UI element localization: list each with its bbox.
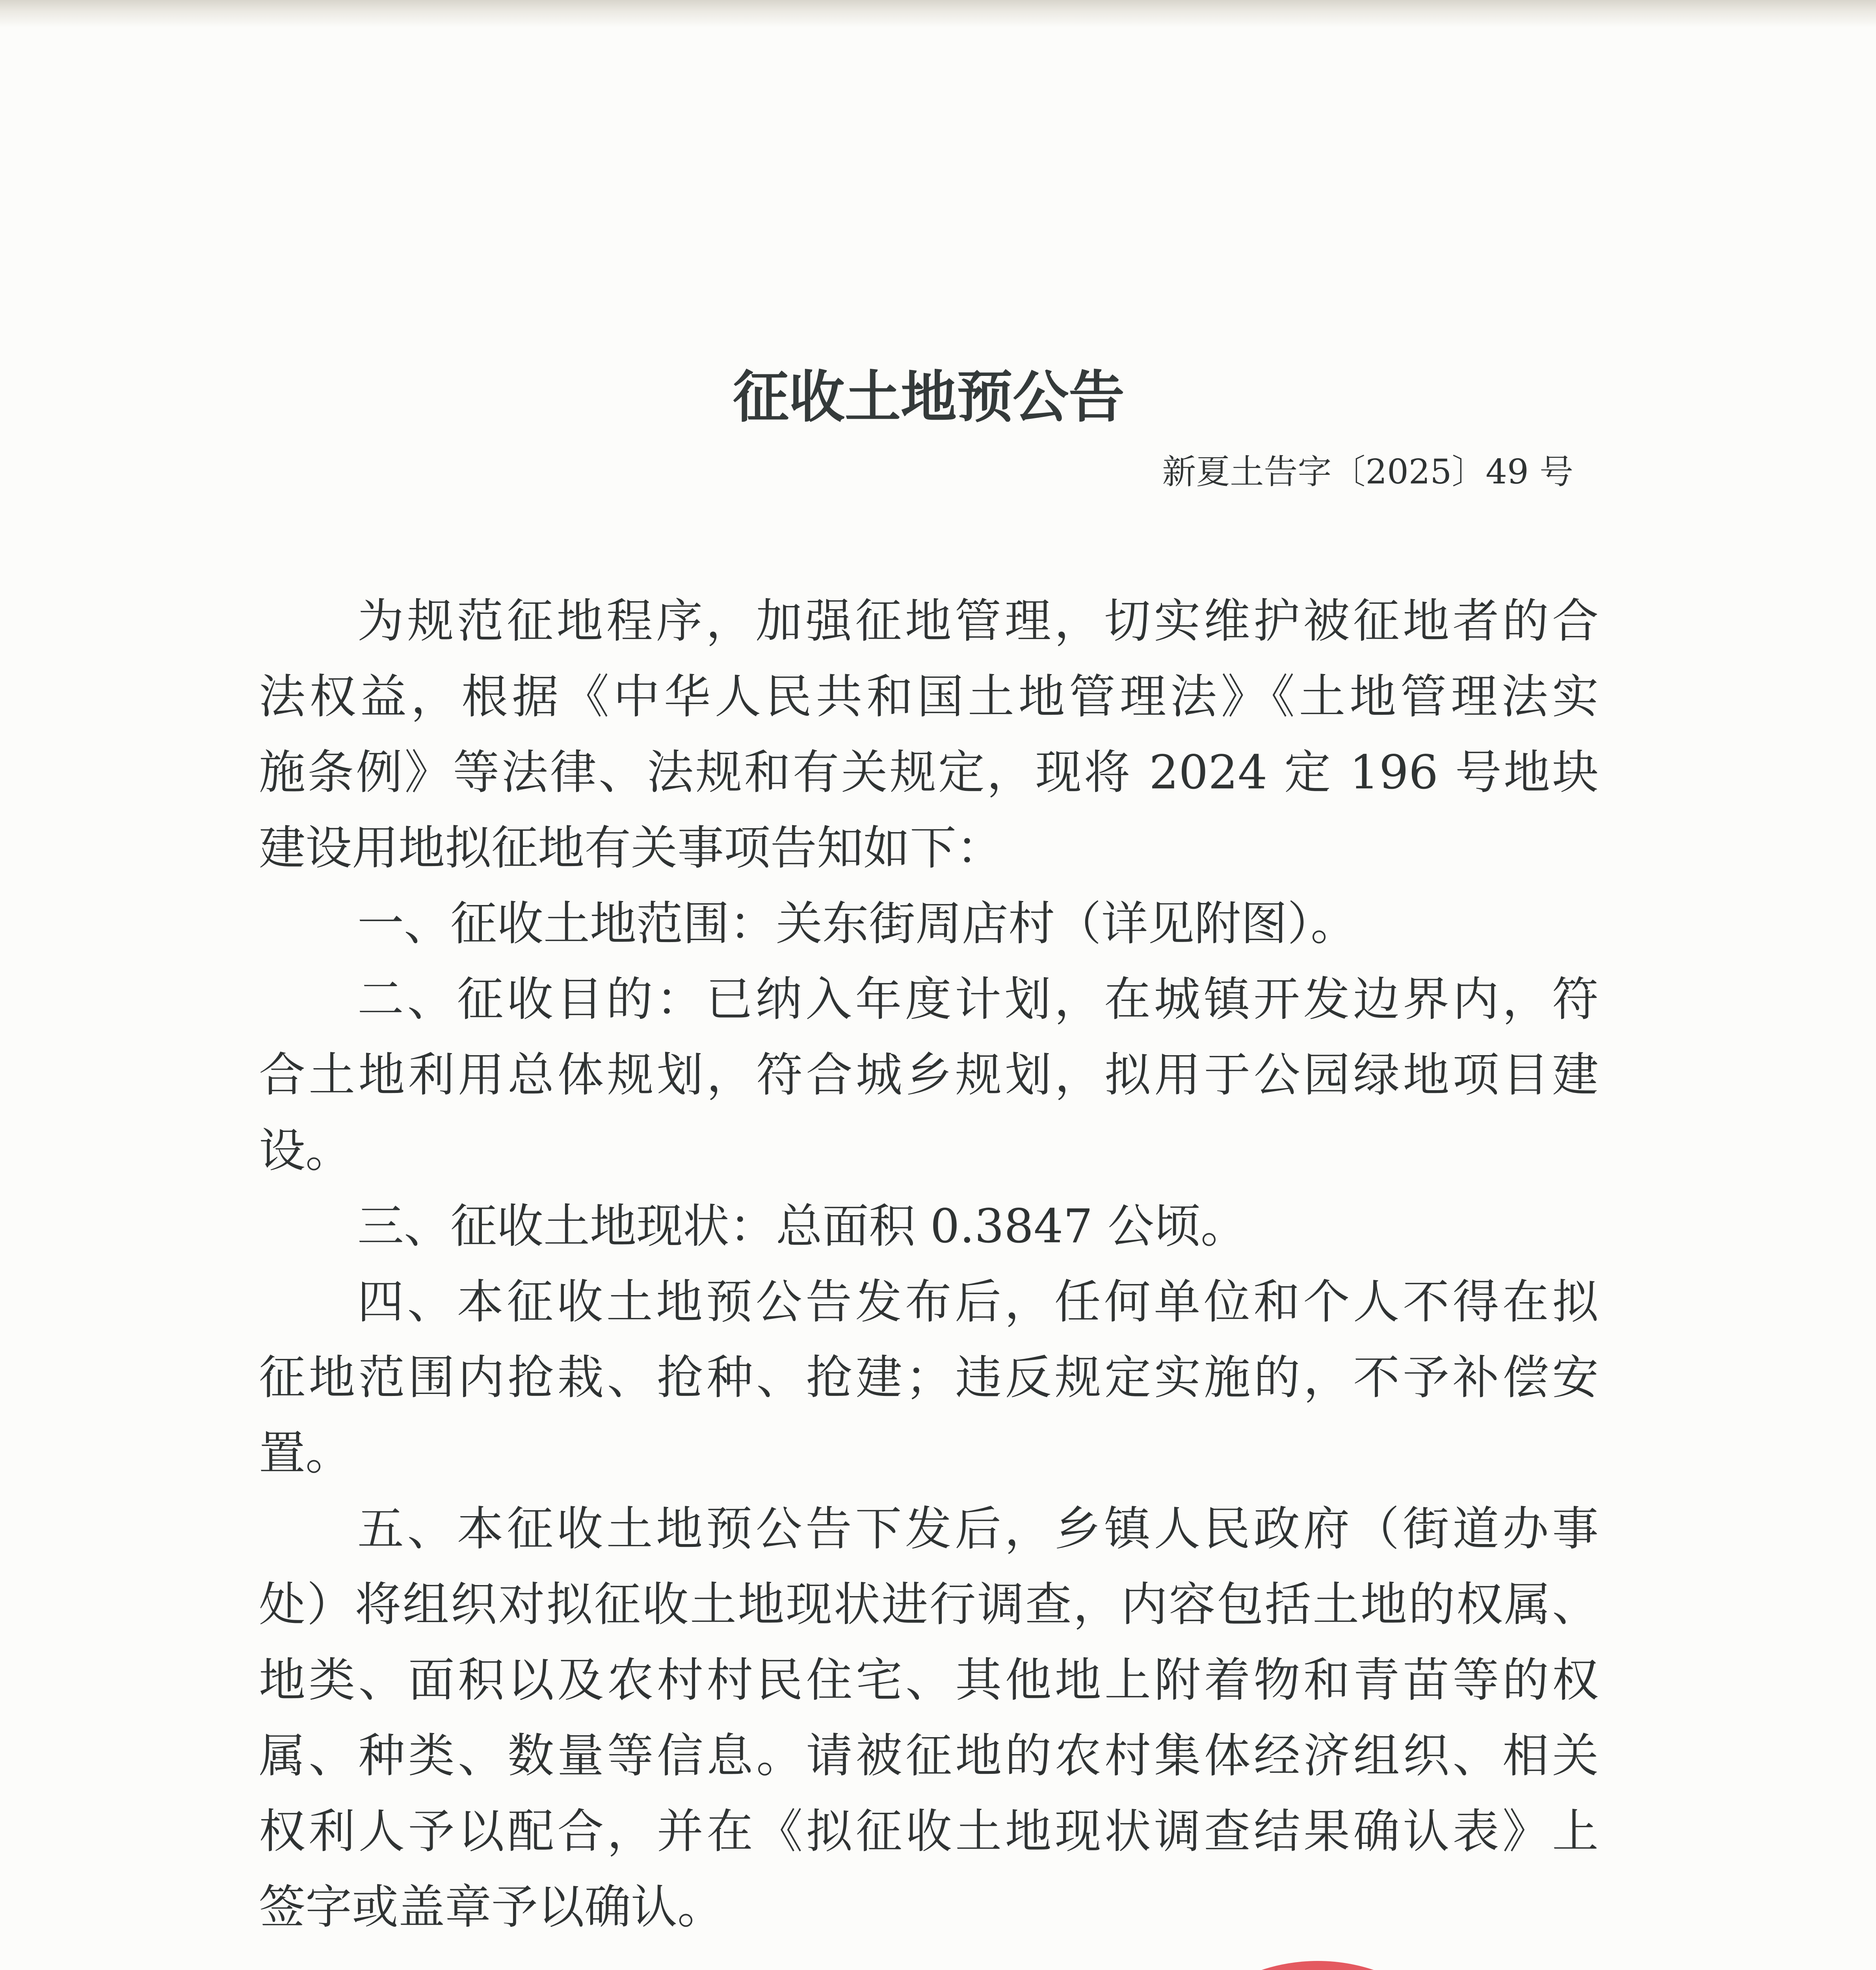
body-line: 征地范围内抢栽、抢种、抢建；违反规定实施的，不予补偿安 [259, 1350, 1599, 1405]
body-line: 二、征收目的：已纳入年度计划，在城镇开发边界内，符 [357, 972, 1599, 1026]
body-line: 属、种类、数量等信息。请被征地的农村集体经济组织、相关 [259, 1728, 1599, 1783]
body-paragraph [259, 1264, 1599, 1491]
body-line: 一、征收土地范围：关东街周店村（详见附图）。 [357, 896, 1357, 951]
body-line: 处）将组织对拟征收土地现状进行调查，内容包括土地的权属、 [259, 1577, 1599, 1632]
body-line: 地类、面积以及农村村民住宅、其他地上附着物和青苗等的权 [259, 1653, 1599, 1707]
document-body [259, 583, 1599, 1945]
body-paragraph [259, 1491, 1599, 1945]
body-paragraph [259, 886, 1599, 961]
scan-edge-shadow [0, 0, 1876, 28]
body-line: 五、本征收土地预公告下发后，乡镇人民政府（街道办事 [357, 1502, 1599, 1556]
body-line: 法权益，根据《中华人民共和国土地管理法》《土地管理法实 [259, 669, 1599, 724]
body-line: 建设用地拟征地有关事项告知如下： [259, 821, 1003, 875]
body-paragraph [259, 583, 1599, 886]
body-line: 签字或盖章予以确认。 [259, 1880, 724, 1934]
body-line: 施条例》等法律、法规和有关规定，现将 2024 定 196 号地块 [259, 745, 1599, 799]
body-line: 设。 [259, 1123, 352, 1178]
body-line: 三、征收土地现状：总面积 0.3847 公顷。 [357, 1199, 1247, 1253]
document-title: 征收土地预公告 [733, 365, 1125, 430]
body-line: 合土地利用总体规划，符合城乡规划，拟用于公园绿地项目建 [259, 1048, 1599, 1102]
body-paragraph [259, 961, 1599, 1188]
official-seal [1125, 1947, 1511, 1970]
body-paragraph [259, 1188, 1599, 1264]
body-line: 四、本征收土地预公告发布后，任何单位和个人不得在拟 [357, 1275, 1599, 1329]
document-number: 新夏土告字〔2025〕49 号 [1162, 452, 1573, 492]
seal-ring [1144, 1966, 1491, 1970]
body-line: 为规范征地程序，加强征地管理，切实维护被征地者的合 [357, 594, 1599, 648]
body-line: 置。 [259, 1426, 352, 1480]
body-line: 权利人予以配合，并在《拟征收土地现状调查结果确认表》上 [259, 1804, 1599, 1858]
